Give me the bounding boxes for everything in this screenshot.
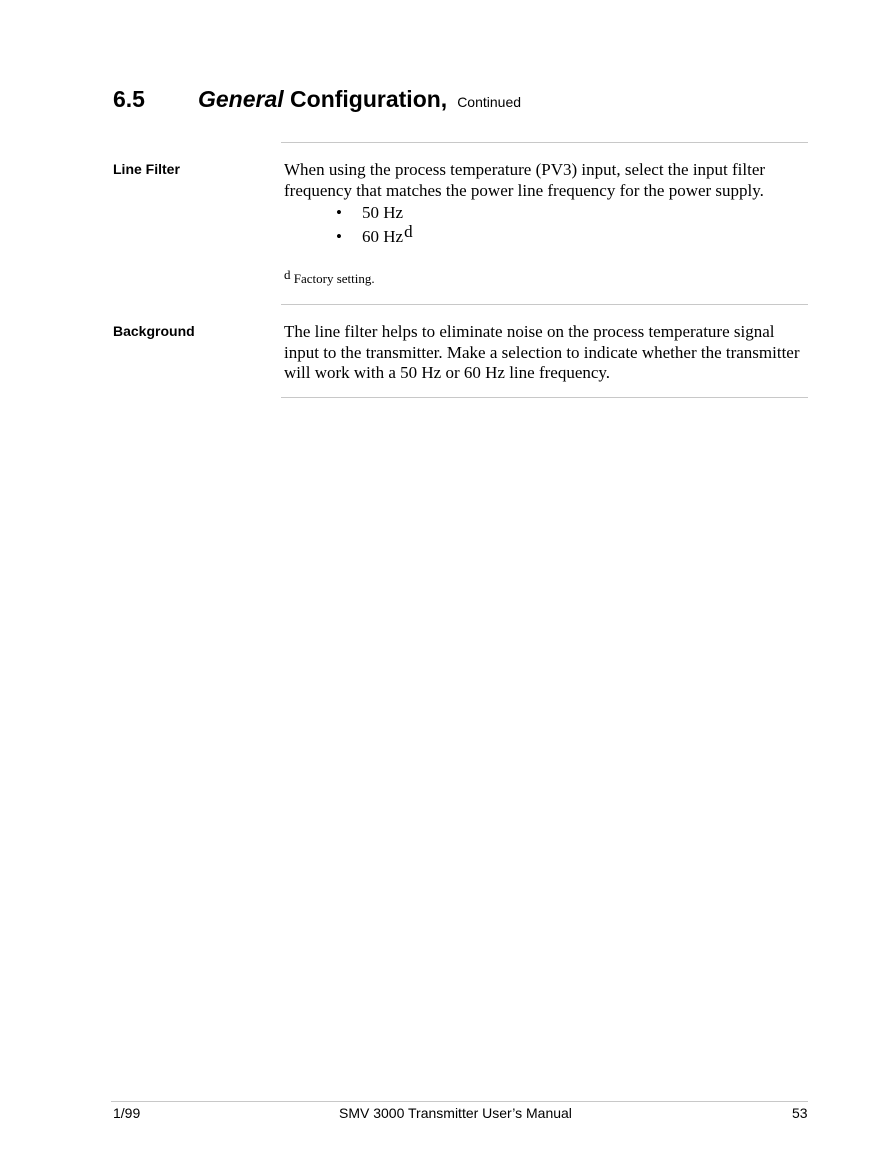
- footer-divider: [111, 1101, 808, 1102]
- bullet-text: 50 Hz: [362, 203, 404, 222]
- section-divider: [281, 304, 808, 305]
- heading-italic-word: General: [198, 86, 284, 112]
- bullet-icon: •: [336, 203, 342, 222]
- footnote-text: Factory setting.: [293, 271, 375, 286]
- section-heading: [113, 84, 521, 117]
- bullet-text: 60 Hz: [362, 227, 404, 246]
- background-paragraph: The line filter helps to eliminate noise on the process temperature signal input to the transmitter. Make a selection to indicate whether the transmitter will work with a 50 Hz or 60 Hz line frequency.: [284, 322, 800, 382]
- section-number: 6.5: [113, 86, 145, 112]
- frequency-list: [284, 201, 684, 249]
- footer-title: SMV 3000 Transmitter User’s Manual: [339, 1105, 572, 1121]
- footnote: [284, 267, 375, 288]
- footnote-marker: d: [284, 267, 291, 282]
- side-label-line-filter: Line Filter: [113, 161, 180, 177]
- section-divider: [281, 142, 808, 143]
- list-item: [284, 201, 684, 225]
- footer-page-number: 53: [792, 1105, 808, 1121]
- heading-title: Configuration,: [283, 86, 448, 112]
- line-filter-paragraph: When using the process temperature (PV3) input, select the input filter frequency that matches the power line frequency for the power supply.: [284, 160, 766, 200]
- bullet-icon: •: [336, 227, 342, 246]
- footer-date: 1/99: [113, 1105, 141, 1121]
- section-divider: [281, 397, 808, 398]
- factory-setting-marker: d: [404, 222, 413, 241]
- side-label-background: Background: [113, 323, 195, 339]
- heading-continued: Continued: [457, 94, 522, 110]
- list-item: [284, 222, 684, 249]
